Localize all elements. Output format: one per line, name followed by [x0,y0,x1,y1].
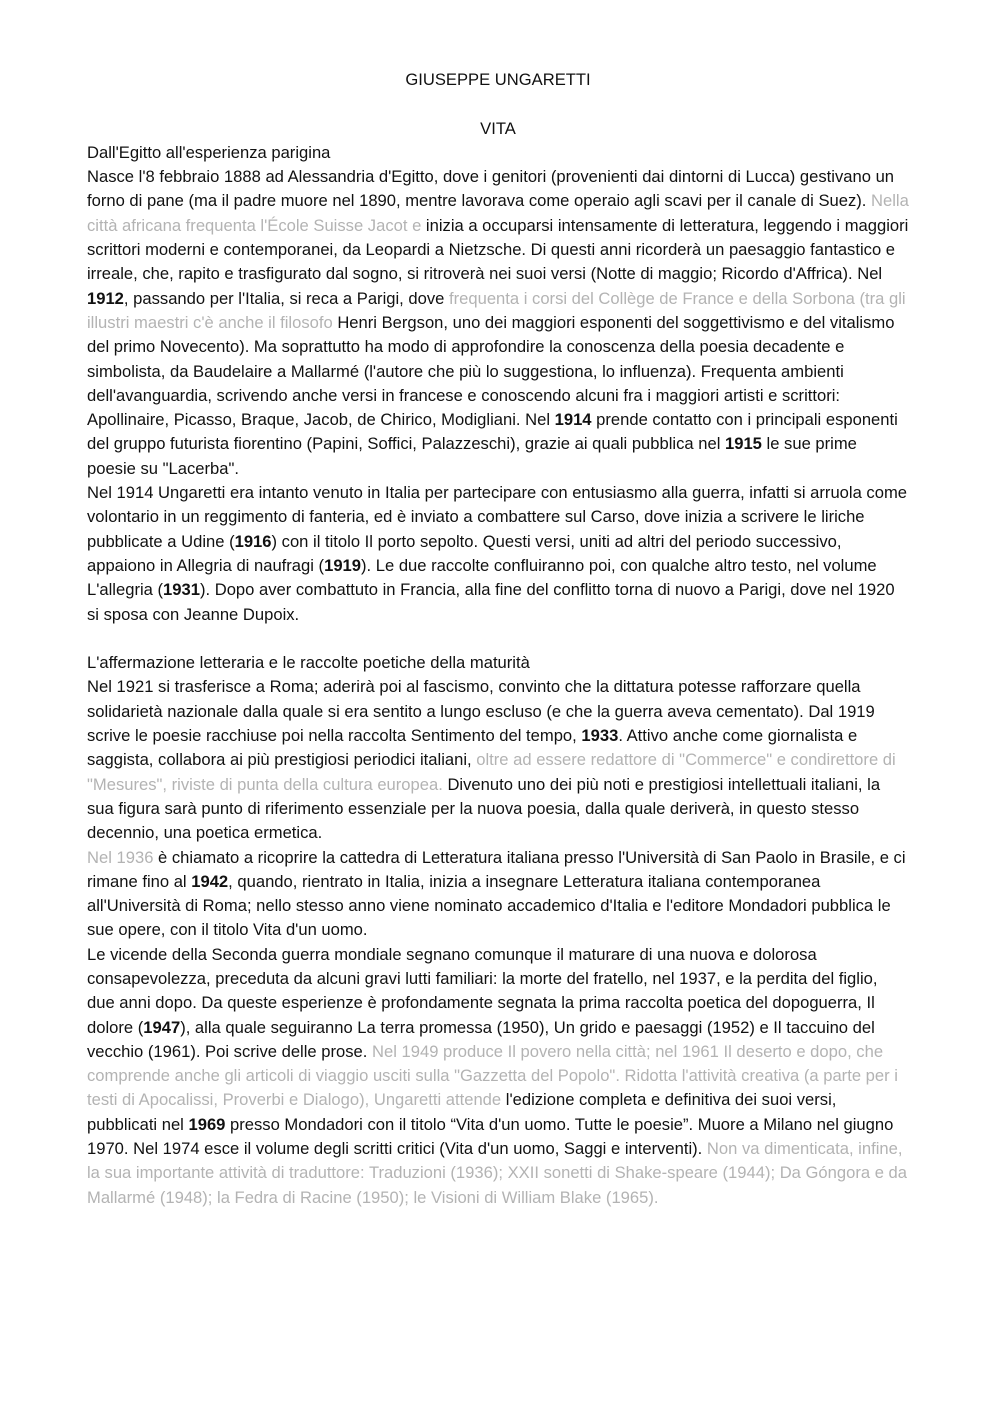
bold-year: 1947 [143,1017,181,1037]
bold-year: 1919 [324,555,362,575]
text-run: ), alla quale seguiranno La terra promessa (1950), Un grido e paesaggi (1952) e Il taccuino del vecchio (1961). Poi scrive delle prose. [87,1017,875,1061]
text-run: Nasce l'8 febbraio 1888 ad Alessandria d'Egitto, dove i genitori (provenienti dai dintorni di Lucca) gestivano un forno di pane (ma il padre muore nel 1890, mentre lavorava come operaio agli scavi per il canale di Suez). [87,167,895,211]
text-run: Nel 1914 Ungaretti era intanto venuto in Italia per partecipare con entusiasmo alla guerra, infatti si arruola come volontario in un reggimento di fanteria, ed è inviato a combattere sul Carso, dove inizia a scrivere le liriche pubblicate a Udine ( [87,483,908,551]
faded-text-run: Nella città africana frequenta l'École Suisse Jacot e [87,191,909,235]
text-run: le sue prime poesie su "Lacerba". [87,434,857,478]
text-run: Henri Bergson, uno dei maggiori esponenti del soggettivismo e del vitalismo del primo Novecento). Ma soprattutto ha modo di approfondire la conoscenza della poesia decadente e simbolista, da Baudelaire a Mallarmé (l'autore che più lo suggestiona, lo influenza). Frequenta ambienti dell'avanguardia, scrivendo anche versi in francese e conoscendo alcuni fra i maggiori artisti e scrittori: Apollinaire, Picasso, Braque, Jacob, de Chirico, Modigliani. Nel [87,312,895,430]
section-title: VITA [480,118,516,138]
faded-text-run: Nel 1936 [87,847,154,867]
bold-year: 1916 [234,531,272,551]
text-run: prende contatto con i principali esponenti del gruppo futurista fiorentino (Papini, Soffici, Palazzeschi), grazie ai quali pubblica nel [87,410,898,454]
text-run: ). Dopo aver combattuto in Francia, alla fine del conflitto torna di nuovo a Parigi, dove nel 1920 si sposa con Jeanne Dupoix. [87,580,895,624]
faded-text-run: oltre ad essere redattore di "Commerce" e condirettore di "Mesures", riviste di punta della cultura europea. [87,750,896,794]
bold-year: 1933 [581,726,619,746]
text-run: è chiamato a ricoprire la cattedra di Letteratura italiana presso l'Università di San Paolo in Brasile, e ci rimane fino al [87,847,906,891]
faded-text-run: frequenta i corsi del Collège de France e della Sorbona (tra gli illustri maestri c'è anche il filosofo [87,288,906,332]
text-run: ) con il titolo Il porto sepolto. Questi versi, uniti ad altri del periodo successivo, appaiono in Allegria di naufragi ( [87,531,842,575]
blank-line [87,627,909,651]
bold-year: 1942 [191,871,229,891]
bold-year: 1914 [554,410,592,430]
text-run: . Attivo anche come giornalista e saggista, collabora ai più prestigiosi periodici italiani, [87,726,858,770]
text-run: , passando per l'Italia, si reca a Parigi, dove [123,288,449,308]
text-run: inizia a occuparsi intensamente di letteratura, leggendo i maggiori scrittori moderni e contemporanei, da Leopardi a Nietzsche. Di questi anni ricorderà un paesaggio fantastico e irreale, che, rapito e trasfigurato dal sogno, si ritroverà nei suoi versi (Notte di maggio; Ricordo d'Affrica). Nel [87,215,909,284]
text-run: presso Mondadori con il titolo “Vita d'un uomo. Tutte le poesie”. Muore a Milano nel giugno 1970. Nel 1974 esce il volume degli scritti critici (Vita d'un uomo, Saggi e interventi). [87,1114,894,1159]
bold-year: 1969 [188,1114,226,1134]
paragraph-rome [87,675,909,845]
text-run: Le vicende della Seconda guerra mondiale segnano comunque il maturare di una nuova e dolorosa consapevolezza, preceduta da alcuni gravi lutti familiari: la morte del fratello, nel 1937, e la perdita del figlio, due anni dopo. Da queste esperienze è profondamente segnata la prima raccolta poetica del dopoguerra, Il dolore ( [87,944,878,1037]
paragraph-late-works [87,943,909,1210]
faded-text-run: Nel 1949 produce Il povero nella città; nel 1961 Il deserto e dopo, che comprende anche gli articoli di viaggio usciti sulla "Gazzetta del Popolo". Ridotta l'attività creativa (a parte per i testi di Apocalissi, Proverbi e Dialogo), Ungaretti attende [87,1041,898,1110]
bold-year: 1912 [87,288,124,308]
bold-year: 1915 [725,434,762,454]
section-heading-maturita: L'affermazione letteraria e le raccolte poetiche della maturità [87,653,530,673]
text-run: Nel 1921 si trasferisce a Roma; aderirà poi al fascismo, convinto che la dittatura potesse rafforzare quella solidarietà nazionale dalla quale si era sentito a lungo escluso (e che la guerra aveva cementato). Dal 1919 scrive le poesie racchiuse poi nella raccolta Sentimento del tempo, [87,677,875,746]
bold-year: 1931 [163,580,200,600]
text-run: l'edizione completa e definitiva dei suoi versi, pubblicati nel [87,1090,837,1134]
text-run: ). Le due raccolte confluiranno poi, con qualche altro testo, nel volume L'allegria ( [87,555,877,600]
text-run: Divenuto uno dei più noti e prestigiosi intellettuali italiani, la sua figura sarà punto di riferimento essenziale per la nuova poesia, dalla quale deriverà, in questo stesso decennio, una poetica ermetica. [87,774,881,843]
document-page [87,68,909,1210]
paragraph-war [87,481,909,627]
text-run: , quando, rientrato in Italia, inizia a insegnare Letteratura italiana contemporanea all'Università di Roma; nello stesso anno viene nominato accademico d'Italia e l'editore Mondadori pubblica le sue opere, con il titolo Vita d'un uomo. [87,871,891,940]
paragraph-brasile [87,846,909,943]
faded-text-run: Non va dimenticata, infine, la sua importante attività di traduttore: Traduzioni (1936); XXII sonetti di Shake-speare (1944); Da Góngora e da Mallarmé (1948); la Fedra di Racine (1950); le Visioni di William Blake (1965). [87,1139,908,1207]
paragraph-early-life [87,165,909,481]
section-heading-egitto: Dall'Egitto all'esperienza parigina [87,142,331,162]
document-title: GIUSEPPE UNGARETTI [405,70,591,89]
